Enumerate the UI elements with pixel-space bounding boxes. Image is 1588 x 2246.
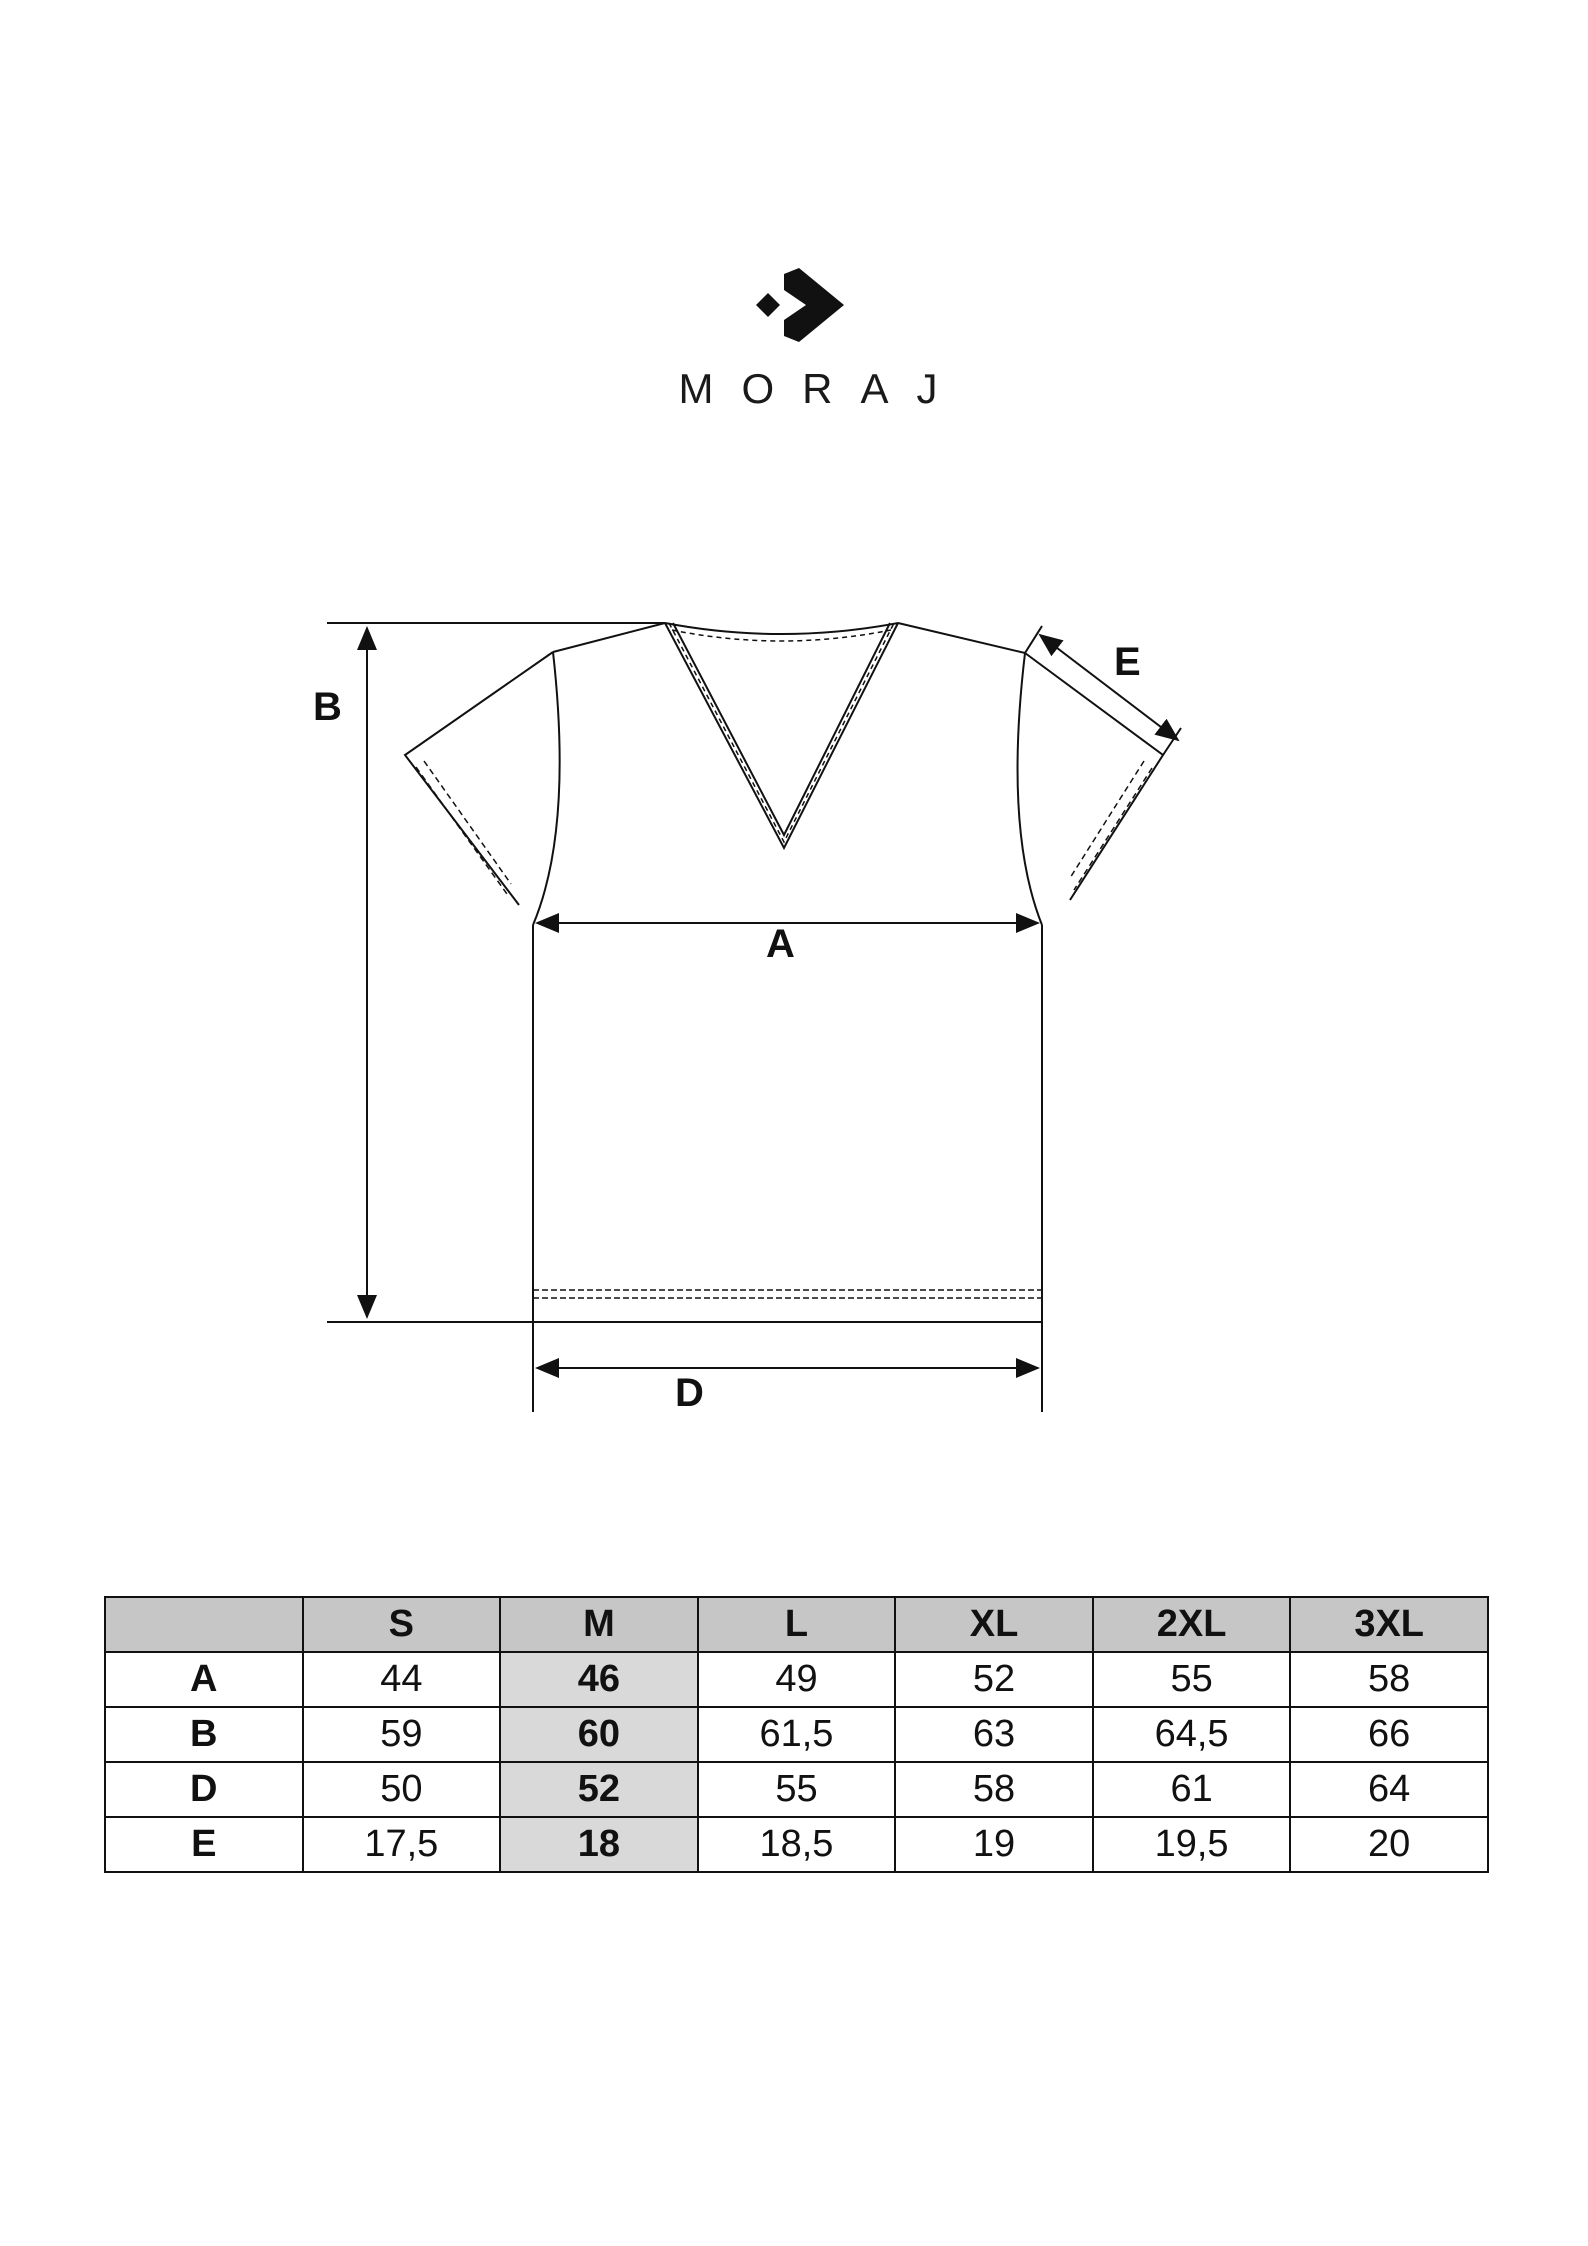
table-cell-highlight: 46: [500, 1652, 698, 1707]
table-cell: 52: [895, 1652, 1093, 1707]
measurement-diagram: [0, 560, 1588, 1440]
table-cell: 66: [1290, 1707, 1488, 1762]
row-label: D: [105, 1762, 303, 1817]
table-row: [105, 1652, 1488, 1707]
table-cell: 59: [303, 1707, 501, 1762]
table-cell: 50: [303, 1762, 501, 1817]
label-d: D: [675, 1371, 704, 1415]
measure-e-arrow: [1040, 635, 1178, 740]
tshirt-drawing: [0, 560, 1588, 1440]
table-cell: 19,5: [1093, 1817, 1291, 1872]
table-cell: 19: [895, 1817, 1093, 1872]
row-label: B: [105, 1707, 303, 1762]
header-cell: 2XL: [1093, 1597, 1291, 1652]
size-table: [104, 1596, 1489, 1873]
table-cell-highlight: 60: [500, 1707, 698, 1762]
table-cell: 49: [698, 1652, 896, 1707]
table-cell: 20: [1290, 1817, 1488, 1872]
table-cell: 44: [303, 1652, 501, 1707]
table-cell: 64: [1290, 1762, 1488, 1817]
table-cell: 61,5: [698, 1707, 896, 1762]
table-cell: 18,5: [698, 1817, 896, 1872]
table-row: [105, 1707, 1488, 1762]
header-cell: 3XL: [1290, 1597, 1488, 1652]
table-cell: 58: [895, 1762, 1093, 1817]
table-cell-highlight: 18: [500, 1817, 698, 1872]
table-cell: 55: [1093, 1652, 1291, 1707]
table-cell: 17,5: [303, 1817, 501, 1872]
label-a: A: [766, 922, 795, 966]
header-cell: M: [500, 1597, 698, 1652]
table-cell: 64,5: [1093, 1707, 1291, 1762]
header-cell: L: [698, 1597, 896, 1652]
header-cell: [105, 1597, 303, 1652]
moraj-logo-icon: [756, 268, 848, 342]
table-cell-highlight: 52: [500, 1762, 698, 1817]
header-cell: S: [303, 1597, 501, 1652]
label-b: B: [313, 685, 342, 729]
table-header-row: [105, 1597, 1488, 1652]
table-cell: 61: [1093, 1762, 1291, 1817]
brand-name: MORAJ: [678, 365, 966, 412]
table-row: [105, 1817, 1488, 1872]
row-label: A: [105, 1652, 303, 1707]
table-cell: 58: [1290, 1652, 1488, 1707]
tshirt-outline: [533, 925, 1042, 1322]
table-cell: 63: [895, 1707, 1093, 1762]
row-label: E: [105, 1817, 303, 1872]
label-e: E: [1114, 640, 1141, 684]
table-cell: 55: [698, 1762, 896, 1817]
header-cell: XL: [895, 1597, 1093, 1652]
table-row: [105, 1762, 1488, 1817]
